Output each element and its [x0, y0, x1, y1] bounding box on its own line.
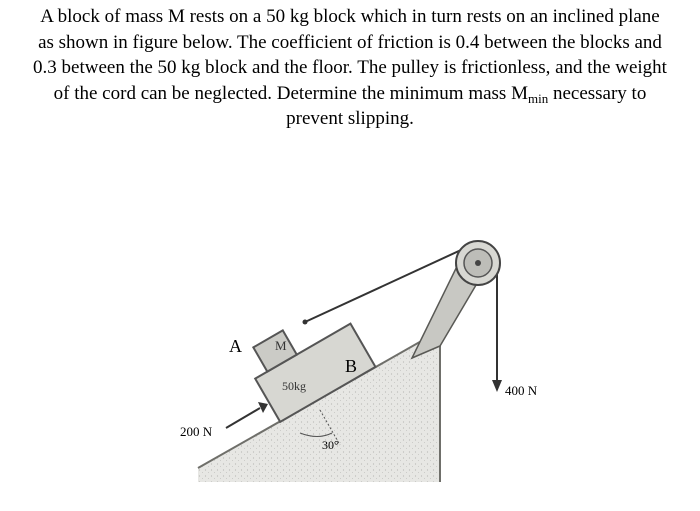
problem-line-4-text: of the cord can be neglected. Determine the minimum mass M: [53, 82, 528, 104]
label-a: A: [229, 336, 242, 356]
label-m: M: [275, 338, 287, 353]
label-400n: 400 N: [505, 383, 538, 398]
pulley: [456, 241, 500, 285]
cord-anchor: [303, 320, 308, 325]
arrow-400n: [492, 380, 502, 392]
problem-line-1: A block of mass M rests on a 50 kg block which in turn rests on an inclined plane: [40, 6, 660, 27]
label-b: B: [345, 356, 358, 376]
problem-line-4-end: necessary to: [548, 82, 647, 104]
label-50kg: 50kg: [282, 379, 306, 393]
label-200n: 200 N: [180, 424, 213, 439]
problem-line-5: prevent slipping.: [286, 108, 414, 129]
label-angle: 30°: [322, 438, 339, 452]
problem-line-2: as shown in figure below. The coefficient of friction is 0.4 between the blocks and: [38, 31, 662, 53]
problem-line-4-subscript: min: [527, 90, 549, 106]
support-wall: [405, 335, 440, 482]
force-200n-line: [226, 408, 260, 428]
problem-line-3: 0.3 between the 50 kg block and the floor. The pulley is frictionless, and the weight: [33, 57, 667, 78]
